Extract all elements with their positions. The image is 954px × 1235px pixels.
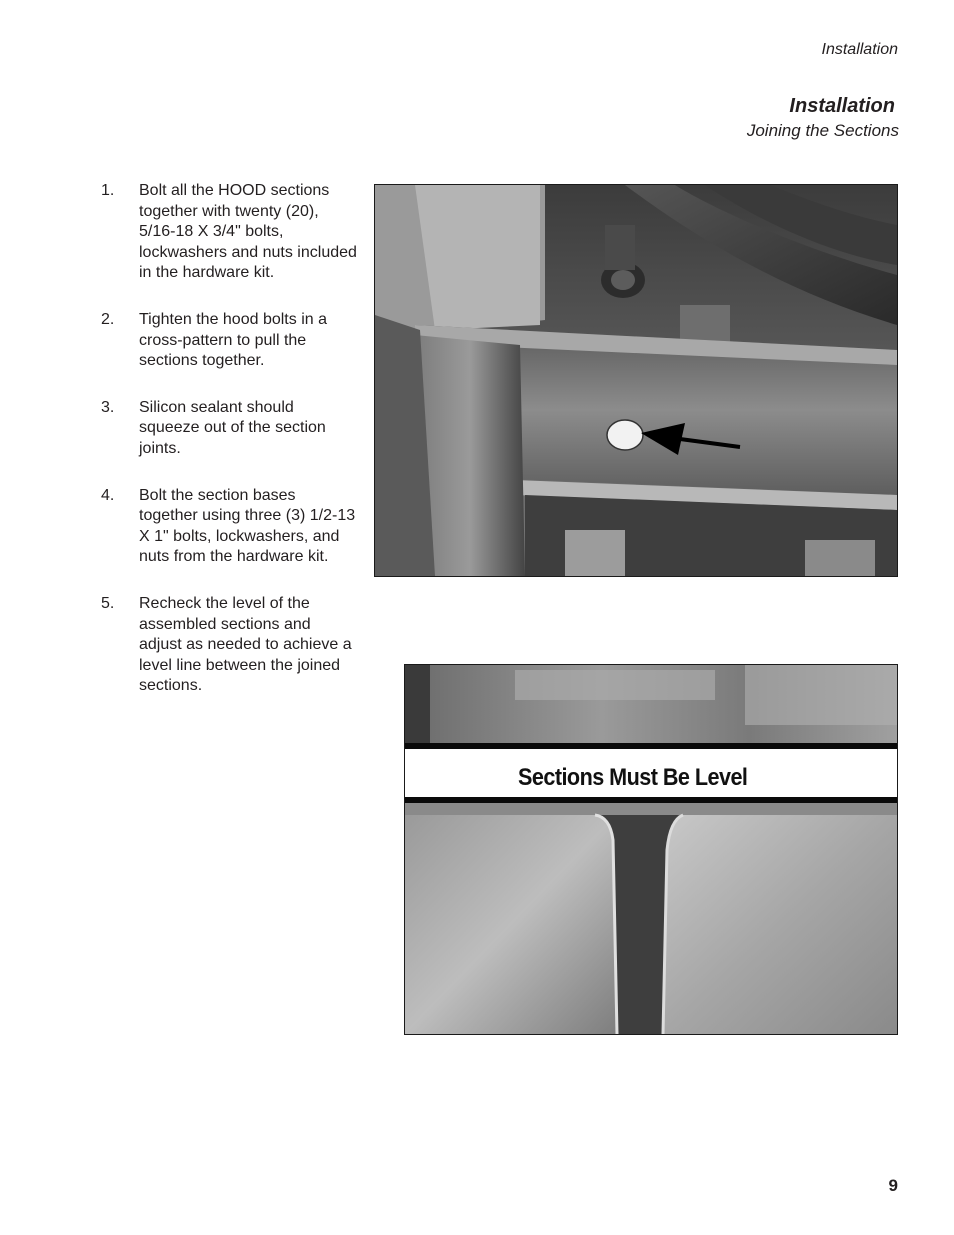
step-number: 4. xyxy=(101,486,115,504)
step-text: Bolt the section bases together using three (3) 1/2-13 X 1" bolts, lockwashers, and nuts from the hardware kit. xyxy=(139,486,356,566)
step-number: 3. xyxy=(101,398,115,416)
step-item xyxy=(101,486,361,568)
step-text: Tighten the hood bolts in a cross-pattern to pull the sections together. xyxy=(139,310,327,370)
step-number: 2. xyxy=(101,310,115,328)
step-item xyxy=(101,398,361,460)
step-item xyxy=(101,594,361,697)
level-sections-photo-drawing xyxy=(405,665,897,1034)
section-title: Installation xyxy=(789,95,895,117)
step-text: Bolt all the HOOD sections together with twenty (20), 5/16-18 X 3/4" bolts, lockwashers and nuts included in the hardware kit. xyxy=(139,182,357,282)
page-number: 9 xyxy=(888,1176,898,1195)
hood-bolt-photo xyxy=(374,184,898,577)
level-banner xyxy=(405,743,897,803)
step-item xyxy=(101,181,361,284)
level-sections-photo xyxy=(404,664,898,1035)
level-banner-text: Sections Must Be Level xyxy=(518,764,748,791)
steps-list xyxy=(101,181,361,723)
hood-bolt-photo-drawing xyxy=(375,185,897,576)
running-header: Installation xyxy=(821,41,898,58)
step-text: Recheck the level of the assembled sections and adjust as needed to achieve a level line between the joined sections. xyxy=(139,594,352,695)
step-number: 1. xyxy=(101,182,115,199)
section-subtitle: Joining the Sections xyxy=(746,121,899,140)
step-number: 5. xyxy=(101,594,115,612)
step-text: Silicon sealant should squeeze out of the section joints. xyxy=(139,398,326,457)
step-item xyxy=(101,310,361,372)
